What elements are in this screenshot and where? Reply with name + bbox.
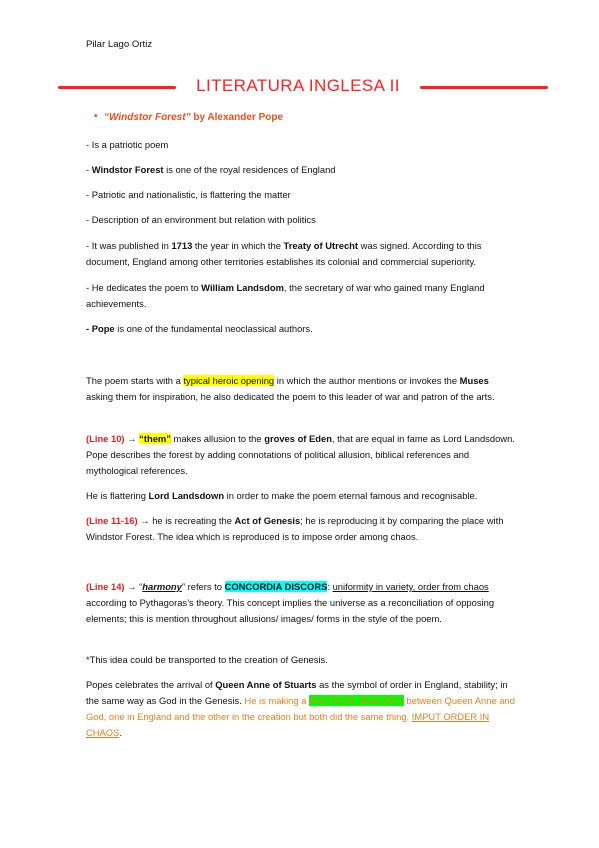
para-text: ; he is reproducing it by comparing the place with Windstor Forest. The idea which is reproduced is to impose order among chaos. xyxy=(86,515,504,542)
paragraph-line-14 xyxy=(86,579,516,627)
section-subtitle xyxy=(94,111,284,123)
para-text: : xyxy=(327,581,333,592)
highlight-yellow: “them” xyxy=(139,433,171,444)
note-2 xyxy=(86,162,516,178)
note-bold: William Landsdom xyxy=(201,282,284,293)
note-text: - xyxy=(86,164,92,175)
note-text: is one of the royal residences of England xyxy=(163,164,336,175)
title-rule-right xyxy=(420,86,548,89)
para-text: makes allusion to the xyxy=(170,433,265,444)
note-text: , the secretary of war who gained many England achievements. xyxy=(86,282,485,309)
arrow-icon: → xyxy=(124,433,140,444)
note-5 xyxy=(86,238,516,270)
note-text: is one of the fundamental neoclassical authors. xyxy=(114,323,313,334)
para-bold: Muses xyxy=(459,375,489,386)
para-orange: He is making a xyxy=(244,695,310,706)
paragraph-line-11-16 xyxy=(86,513,516,545)
para-text: in which the author mentions or invokes the xyxy=(274,375,460,386)
author-name: Pilar Lago Ortiz xyxy=(86,39,153,50)
para-underline: uniformity in variety, order from chaos xyxy=(332,581,489,592)
paragraph-queen-anne xyxy=(86,677,516,741)
note-text: - It was published in xyxy=(86,240,172,251)
note-1: - Is a patriotic poem xyxy=(86,139,169,150)
paragraph-genesis-note: *This idea could be transported to the creation of Genesis. xyxy=(86,654,328,665)
highlight-cyan: CONCORDIA DISCORS xyxy=(224,581,328,592)
para-text: The poem starts with a xyxy=(86,375,184,386)
para-text: , that are equal in fame as Lord Landsdown. Pope describes the forest by adding connotations of political allusion, biblical references and mythological references. xyxy=(86,433,515,476)
line-reference: (Line 10) xyxy=(86,433,125,444)
para-text: . xyxy=(119,727,122,738)
para-italic: harmony xyxy=(142,581,182,592)
para-text: asking them for inspiration, he also dedicated the poem to this leader of war and patron of the arts. xyxy=(86,391,495,402)
note-7 xyxy=(86,321,516,337)
note-3: - Patriotic and nationalistic, is flattering the matter xyxy=(86,189,291,200)
para-text: as the symbol of order in England, stability; in the same way as God in the Genesis. xyxy=(86,679,508,706)
para-bold: Lord Landsdown xyxy=(148,490,225,501)
title-row xyxy=(58,76,548,98)
para-text: Popes celebrates the arrival of xyxy=(86,679,216,690)
note-bold: - Pope xyxy=(86,323,115,334)
work-title: “Windstor Forest” xyxy=(104,112,191,123)
note-bold: 1713 xyxy=(171,240,193,251)
para-text: he is recreating the xyxy=(152,515,235,526)
work-author: by Alexander Pope xyxy=(190,112,284,123)
note-bold: Windstor Forest xyxy=(91,164,164,175)
para-text: He is flattering xyxy=(86,490,149,501)
para-bold: Queen Anne of Stuarts xyxy=(215,679,317,690)
note-bold: Treaty of Utrecht xyxy=(283,240,359,251)
para-text: according to Pythagoras’s theory. This concept implies the universe as a reconciliation of opposing elements; this is mention throughout allusions/ images/ forms in the style of the poem. xyxy=(86,597,495,624)
arrow-icon: → xyxy=(137,515,153,526)
line-reference: (Line 11-16) xyxy=(86,515,138,526)
bullet-icon: • xyxy=(94,111,98,122)
highlight-green: POLITICAL ANALOGY xyxy=(309,695,404,706)
title-rule-left xyxy=(58,86,176,89)
note-6 xyxy=(86,280,516,312)
line-reference: (Line 14) xyxy=(86,581,125,592)
note-text: was signed. According to this document, England among other territories establishes its colonial and commercial superiority. xyxy=(86,240,482,267)
paragraph-heroic-opening xyxy=(86,373,516,405)
note-text: the year in which the xyxy=(192,240,284,251)
para-orange: between Queen Anne and God, one in England and the other in the creation but both did the same thing, xyxy=(86,695,515,722)
highlight-yellow: typical heroic opening xyxy=(183,375,275,386)
paragraph-line-10 xyxy=(86,431,516,479)
arrow-icon: → “ xyxy=(124,581,143,592)
para-orange-underline: IMPUT ORDER IN CHAOS xyxy=(86,711,490,738)
para-bold: groves of Eden xyxy=(264,433,332,444)
para-bold: Act of Genesis xyxy=(234,515,301,526)
paragraph-flattering xyxy=(86,488,516,504)
page-title: LITERATURA INGLESA II xyxy=(196,76,400,95)
note-text: - He dedicates the poem to xyxy=(86,282,202,293)
note-4: - Description of an environment but relation with politics xyxy=(86,214,316,225)
para-text: in order to make the poem eternal famous and recognisable. xyxy=(224,490,478,501)
para-text: ” refers to xyxy=(181,581,225,592)
